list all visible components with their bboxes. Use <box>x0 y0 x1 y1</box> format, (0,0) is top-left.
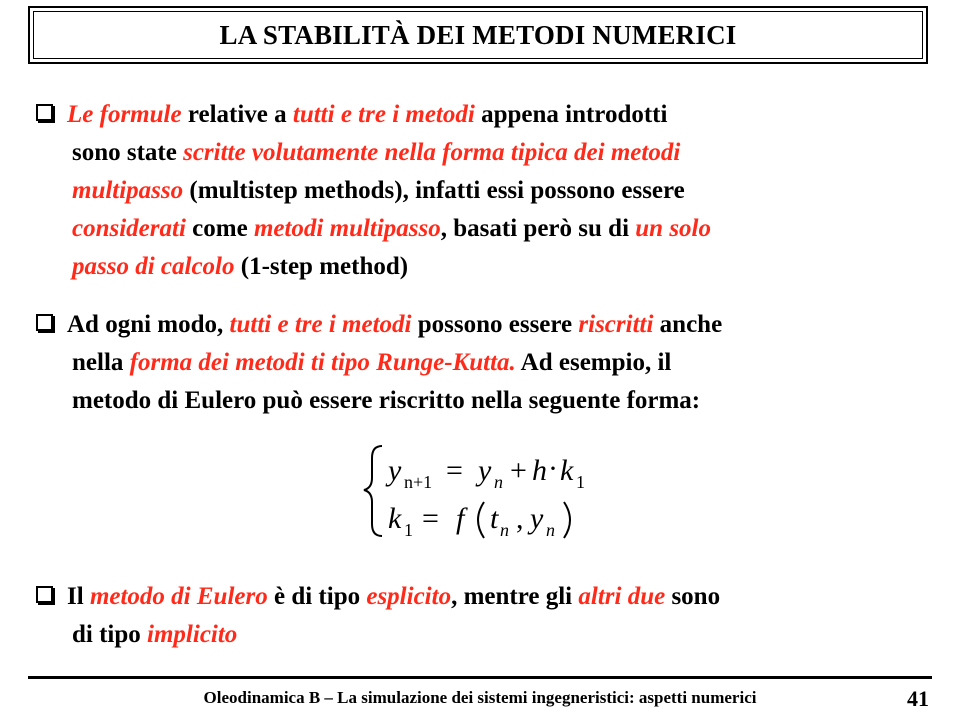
highlighted-text: forma dei metodi ti tipo Runge-Kutta. <box>129 349 516 376</box>
euler-equation-system <box>360 440 600 540</box>
bullet-line <box>36 172 916 210</box>
highlighted-text: tutti e tre i metodi <box>229 311 412 338</box>
eq2-t: t <box>490 502 499 535</box>
equation-svg <box>360 440 600 540</box>
bullet-formule-multipasso <box>36 96 916 286</box>
eq1-k-subscript: 1 <box>576 472 585 492</box>
eq1-plus: + <box>510 454 527 487</box>
body-text: di tipo <box>72 621 148 648</box>
highlighted-text: multipasso <box>72 177 184 204</box>
highlighted-text: scritte volutamente nella forma tipica dei metodi <box>183 139 681 166</box>
bullet-line <box>36 382 916 420</box>
bullet-esplicito-implicito <box>36 578 916 654</box>
body-text: , basati però su di <box>440 215 636 242</box>
body-text: Il <box>67 583 90 610</box>
checkbox-bullet-icon <box>36 586 53 603</box>
eq1-y-subscript: n <box>494 472 503 492</box>
bullet-line <box>36 134 916 172</box>
eq2-f: f <box>456 502 465 535</box>
body-text: possono essere <box>411 311 579 338</box>
highlighted-text: Le formule <box>67 101 182 128</box>
eq2-open-paren <box>478 502 484 538</box>
checkbox-bullet-icon <box>36 104 53 121</box>
page-number: 41 <box>907 686 929 711</box>
bullet-line <box>36 306 916 344</box>
body-text: sono state <box>72 139 184 166</box>
body-text: (1-step method) <box>234 253 409 280</box>
body-text: anche <box>653 311 723 338</box>
eq1-dot: · <box>548 452 558 485</box>
body-text: , mentre gli <box>451 583 579 610</box>
eq1-equals: = <box>446 454 463 487</box>
eq1-lhs-subscript: n+1 <box>404 472 433 492</box>
equation-line-2 <box>388 502 570 540</box>
highlighted-text: altri due <box>578 583 666 610</box>
checkbox-bullet-icon <box>36 314 53 331</box>
slide-title: LA STABILITÀ DEI METODI NUMERICI <box>33 11 923 59</box>
bullet-line <box>36 344 916 382</box>
eq2-y: y <box>530 502 544 535</box>
body-text: come <box>185 215 254 242</box>
body-text: sono <box>665 583 721 610</box>
body-text: relative a <box>181 101 293 128</box>
footer-caption: Oleodinamica B – La simulazione dei sistemi ingegneristici: aspetti numerici <box>203 688 757 707</box>
highlighted-text: un solo <box>635 215 711 242</box>
equation-line-1 <box>385 452 585 492</box>
title-frame <box>28 6 928 64</box>
footer-divider <box>28 676 932 679</box>
highlighted-text: metodo di Eulero <box>89 583 268 610</box>
eq1-k: k <box>560 454 574 487</box>
left-brace <box>364 446 382 536</box>
eq2-k-subscript: 1 <box>404 520 413 540</box>
body-text: nella <box>72 349 130 376</box>
eq2-y-subscript: n <box>546 520 555 540</box>
highlighted-text: metodi multipasso <box>253 215 441 242</box>
body-text: Ad esempio, il <box>515 349 672 376</box>
eq2-close-paren <box>564 502 570 538</box>
highlighted-text: tutti e tre i metodi <box>292 101 475 128</box>
body-text: è di tipo <box>267 583 367 610</box>
body-text: metodo di Eulero può essere riscritto nella seguente forma: <box>72 387 701 414</box>
bullet-runge-kutta <box>36 306 916 420</box>
bullet-line <box>36 616 916 654</box>
eq1-lhs: y <box>388 454 402 487</box>
eq2-k: k <box>388 502 402 535</box>
bullet-line <box>36 210 916 248</box>
highlighted-text: riscritti <box>578 311 654 338</box>
eq2-equals: = <box>422 502 439 535</box>
highlighted-text: implicito <box>147 621 238 648</box>
eq1-y: y <box>478 454 492 487</box>
eq1-h: h <box>532 454 547 487</box>
body-text: Ad ogni modo, <box>67 311 230 338</box>
eq2-comma: , <box>516 502 524 535</box>
body-text: appena introdotti <box>474 101 668 128</box>
bullet-line <box>36 248 916 286</box>
bullet-line <box>36 578 916 616</box>
highlighted-text: considerati <box>72 215 186 242</box>
eq2-t-subscript: n <box>500 520 509 540</box>
highlighted-text: esplicito <box>366 583 452 610</box>
highlighted-text: passo di calcolo <box>72 253 235 280</box>
body-text: (multistep methods), infatti essi possono essere <box>183 177 685 204</box>
bullet-line <box>36 96 916 134</box>
